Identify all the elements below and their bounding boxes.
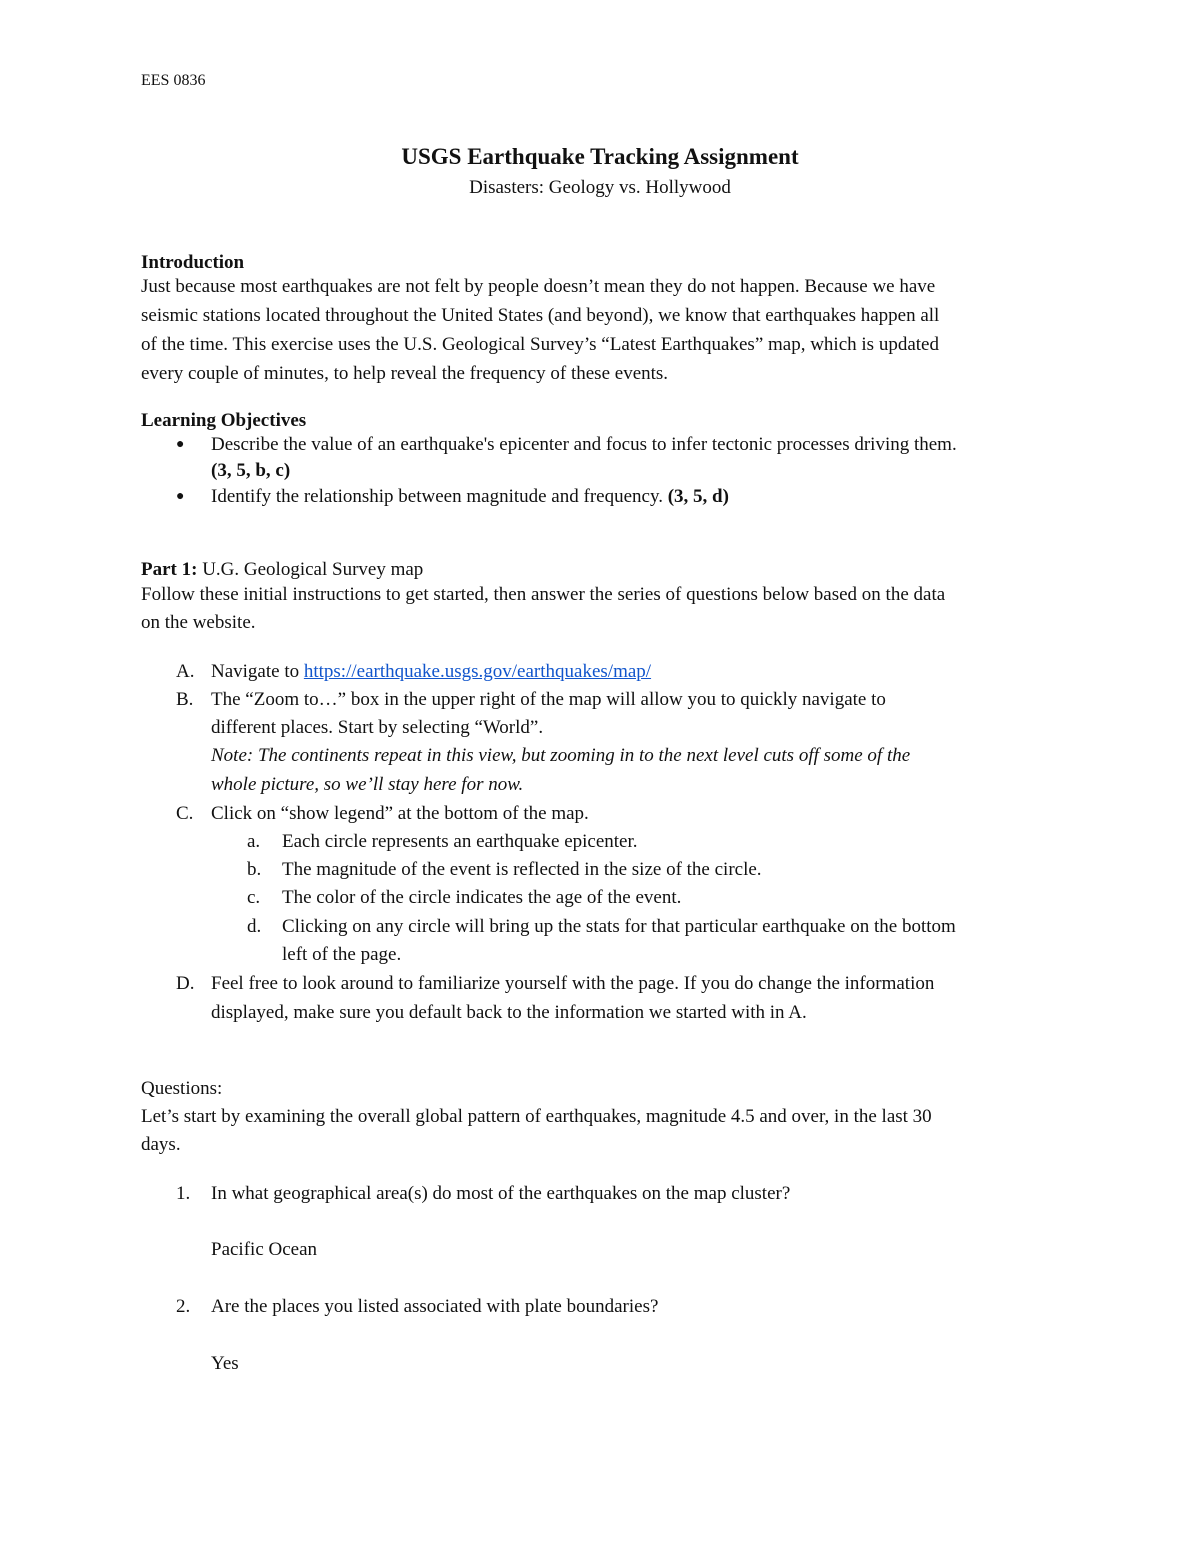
- introduction-heading: Introduction: [141, 252, 245, 273]
- substep-c-text: The color of the circle indicates the age of the event.: [282, 887, 682, 908]
- step-b-line-1: The “Zoom to…” box in the upper right of the map will allow you to quickly navigate to: [211, 689, 886, 710]
- intro-line-2: seismic stations located throughout the United States (and beyond), we know that earthquakes happen all: [141, 305, 940, 326]
- substep-a-text: Each circle represents an earthquake epicenter.: [282, 831, 638, 852]
- document-title: USGS Earthquake Tracking Assignment: [401, 144, 799, 169]
- part1-heading: [141, 559, 423, 581]
- step-a-marker: A.: [176, 661, 195, 682]
- question-1-marker: 1.: [176, 1183, 191, 1204]
- question-1-text: In what geographical area(s) do most of the earthquakes on the map cluster?: [211, 1183, 791, 1204]
- substep-d-line-2: left of the page.: [282, 944, 402, 965]
- step-c-text: Click on “show legend” at the bottom of the map.: [211, 803, 589, 824]
- usgs-map-link[interactable]: https://earthquake.usgs.gov/earthquakes/map/: [303, 661, 652, 682]
- intro-line-3: of the time. This exercise uses the U.S. Geological Survey’s “Latest Earthquakes” map, which is updated: [141, 334, 939, 355]
- step-b-line-2: different places. Start by selecting “World”.: [211, 717, 544, 738]
- answer-1-text: Pacific Ocean: [211, 1239, 318, 1260]
- course-code-header: EES 0836: [141, 72, 206, 89]
- step-d-marker: D.: [176, 973, 195, 994]
- step-b-note-line-2: whole picture, so we’ll stay here for now.: [211, 774, 524, 795]
- part1-intro-line-1: Follow these initial instructions to get started, then answer the series of questions below based on the data: [141, 584, 946, 605]
- substep-a-marker: a.: [247, 831, 261, 852]
- questions-intro-line-2: days.: [141, 1134, 181, 1155]
- question-2-text: Are the places you listed associated with plate boundaries?: [211, 1296, 659, 1317]
- objectives-heading: Learning Objectives: [141, 410, 307, 431]
- step-b-marker: B.: [176, 689, 194, 710]
- step-a: [211, 661, 651, 683]
- substep-c-marker: c.: [247, 887, 261, 908]
- bullet-icon: ●: [176, 489, 185, 504]
- question-2-marker: 2.: [176, 1296, 191, 1317]
- step-c-marker: C.: [176, 803, 194, 824]
- objective-1-text: Describe the value of an earthquake's epicenter and focus to infer tectonic processes driving them.: [211, 434, 957, 455]
- part1-label: Part 1:: [141, 559, 198, 580]
- substep-b-text: The magnitude of the event is reflected in the size of the circle.: [282, 859, 762, 880]
- intro-line-4: every couple of minutes, to help reveal the frequency of these events.: [141, 363, 669, 384]
- part1-intro-line-2: on the website.: [141, 612, 256, 633]
- answer-2-text: Yes: [211, 1353, 239, 1374]
- objective-2-code: (3, 5, d): [667, 486, 729, 507]
- objective-2: [211, 486, 729, 508]
- objective-2-text: Identify the relationship between magnitude and frequency.: [211, 486, 668, 507]
- objective-1-code: (3, 5, b, c): [211, 460, 291, 481]
- document-subtitle: Disasters: Geology vs. Hollywood: [469, 177, 731, 198]
- step-b-note-line-1: Note: The continents repeat in this view, but zooming in to the next level cuts off some of the: [211, 745, 911, 766]
- intro-line-1: Just because most earthquakes are not felt by people doesn’t mean they do not happen. Because we have: [141, 276, 936, 297]
- bullet-icon: ●: [176, 437, 185, 452]
- questions-intro-line-1: Let’s start by examining the overall global pattern of earthquakes, magnitude 4.5 and over, in the last 30: [141, 1106, 932, 1127]
- questions-heading: Questions:: [141, 1078, 223, 1099]
- substep-d-marker: d.: [247, 916, 262, 937]
- part1-title: U.G. Geological Survey map: [197, 559, 424, 580]
- substep-b-marker: b.: [247, 859, 262, 880]
- step-d-line-2: displayed, make sure you default back to the information we started with in A.: [211, 1002, 807, 1023]
- substep-d-line-1: Clicking on any circle will bring up the stats for that particular earthquake on the bottom: [282, 916, 956, 937]
- step-d-line-1: Feel free to look around to familiarize yourself with the page. If you do change the information: [211, 973, 935, 994]
- step-a-text: Navigate to: [211, 661, 304, 682]
